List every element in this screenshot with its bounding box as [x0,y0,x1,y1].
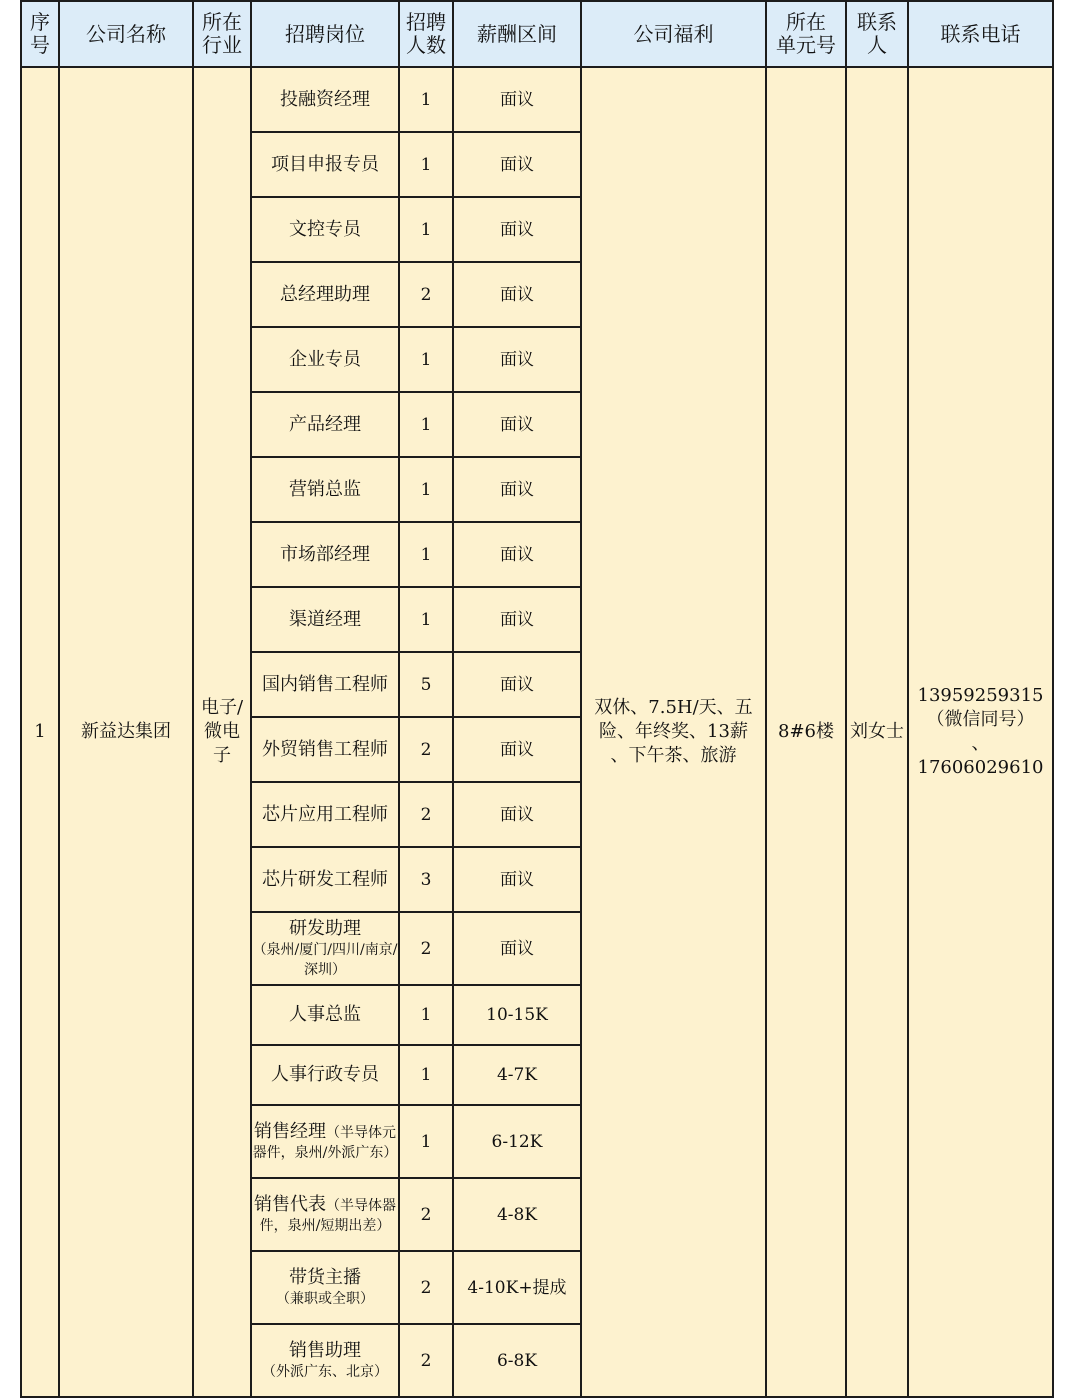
company-contact: 刘女士 [846,67,908,1397]
job-title-text: 人事行政专员 [271,1064,379,1085]
job-title-text: 销售助理 [289,1339,361,1361]
job-title-text: 产品经理 [289,413,361,435]
job-title [251,1045,399,1105]
job-title [251,1324,399,1397]
job-count: 1 [399,392,453,457]
job-title-text: 企业专员 [289,348,361,370]
job-salary: 面议 [453,847,581,912]
header-salary: 薪酬区间 [453,1,581,67]
header-phone: 联系电话 [908,1,1053,67]
job-title [251,912,399,985]
job-title-text: 总经理助理 [280,283,370,305]
job-title [251,132,399,197]
job-salary: 6-12K [453,1105,581,1178]
job-salary: 面议 [453,717,581,782]
job-note: （兼职或全职） [276,1290,374,1307]
job-title-text: 人事总监 [289,1004,361,1025]
header-industry: 所在 行业 [193,1,251,67]
company-seq: 1 [21,67,59,1397]
job-count: 2 [399,1251,453,1324]
job-count: 1 [399,457,453,522]
job-salary: 面议 [453,522,581,587]
job-table-body [21,67,1053,1397]
job-count: 3 [399,847,453,912]
job-title-text: 研发助理 [289,917,361,939]
job-count: 1 [399,587,453,652]
job-title-text: 营销总监 [289,478,361,500]
job-title-text: 带货主播 [289,1266,361,1288]
job-title-text: 渠道经理 [289,608,361,630]
job-title [251,1105,399,1178]
job-salary: 面议 [453,912,581,985]
job-title [251,392,399,457]
job-title-text: 芯片研发工程师 [262,868,388,890]
job-count: 2 [399,717,453,782]
job-count: 2 [399,262,453,327]
job-title-text: 投融资经理 [280,88,370,110]
job-count: 5 [399,652,453,717]
company-welfare: 双休、7.5H/天、五 险、年终奖、13薪 、下午茶、旅游 [581,67,766,1397]
job-title-text: 市场部经理 [280,543,370,565]
job-note: （半导体器件，泉州/短期出差） [259,1197,396,1234]
company-name: 新益达集团 [59,67,193,1397]
job-title [251,587,399,652]
header-position: 招聘岗位 [251,1,399,67]
job-count: 1 [399,327,453,392]
job-title [251,1251,399,1324]
job-title [251,327,399,392]
job-title [251,67,399,132]
job-salary: 4-8K [453,1178,581,1251]
header-unit: 所在 单元号 [766,1,846,67]
header-seq: 序 号 [21,1,59,67]
job-count: 1 [399,132,453,197]
job-count: 2 [399,912,453,985]
header-company: 公司名称 [59,1,193,67]
job-title [251,717,399,782]
company-unit: 8#6楼 [766,67,846,1397]
job-title [251,985,399,1045]
job-count: 2 [399,1324,453,1397]
job-salary: 面议 [453,132,581,197]
job-salary: 6-8K [453,1324,581,1397]
job-count: 2 [399,782,453,847]
table-row [21,67,1053,132]
recruitment-table [20,0,1054,1398]
job-count: 1 [399,985,453,1045]
job-title [251,457,399,522]
job-salary: 面议 [453,782,581,847]
job-note: （半导体元器件，泉州/外派广东） [252,1124,398,1161]
job-salary: 4-7K [453,1045,581,1105]
job-title-text: 文控专员 [289,218,361,240]
job-title-text: 销售经理 [254,1120,326,1142]
job-title-text: 项目申报专员 [271,153,379,175]
job-title [251,847,399,912]
job-salary: 面议 [453,67,581,132]
job-salary: 面议 [453,197,581,262]
job-salary: 面议 [453,392,581,457]
header-contact: 联系 人 [846,1,908,67]
job-salary: 面议 [453,457,581,522]
job-note: （外派广东、北京） [262,1363,388,1380]
company-phone: 13959259315 （微信同号） 、17606029610 [908,67,1053,1397]
job-title [251,1178,399,1251]
job-count: 1 [399,1105,453,1178]
job-salary: 面议 [453,587,581,652]
job-salary: 面议 [453,327,581,392]
job-title-text: 国内销售工程师 [262,673,388,695]
job-title-text: 芯片应用工程师 [262,803,388,825]
job-salary: 面议 [453,652,581,717]
header-count: 招聘 人数 [399,1,453,67]
job-title [251,262,399,327]
header-welfare: 公司福利 [581,1,766,67]
job-title-text: 外贸销售工程师 [262,738,388,760]
header-row [21,1,1053,67]
job-count: 2 [399,1178,453,1251]
job-count: 1 [399,1045,453,1105]
job-salary: 4-10K+提成 [453,1251,581,1324]
job-note: （泉州/厦门/四川/南京/深圳） [252,941,398,978]
job-salary: 10-15K [453,985,581,1045]
job-title-text: 销售代表 [254,1193,326,1215]
job-title [251,197,399,262]
job-count: 1 [399,522,453,587]
job-title [251,782,399,847]
job-count: 1 [399,197,453,262]
job-title [251,652,399,717]
job-title [251,522,399,587]
company-industry: 电子/ 微电 子 [193,67,251,1397]
job-salary: 面议 [453,262,581,327]
job-count: 1 [399,67,453,132]
